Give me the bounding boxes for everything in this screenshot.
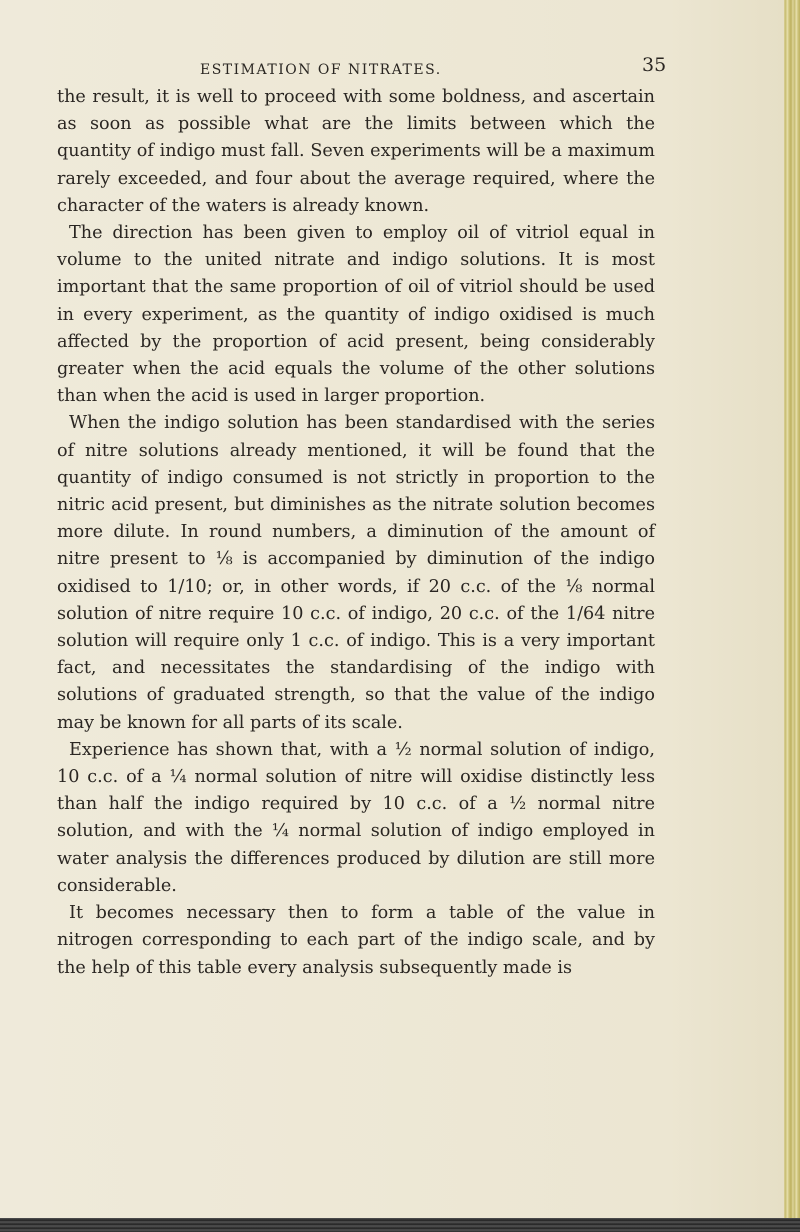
paragraph-2: The direction has been given to employ oil of vitriol equal in volume to the united nitrate and indigo solutions. It is most important that the same proportion of oil of vitriol should be used in every experiment, as the quantity of indigo oxidised is much affected by the proportion of acid present, being considerably greater when the acid equals the volume of the other solutions than when the acid is used in larger proportion. — [57, 223, 655, 407]
page-edge-right — [784, 0, 800, 1232]
paragraph-4: Experience has shown that, with a ½ normal solution of indigo, 10 c.c. of a ¼ normal solution of nitre will oxidise distinctly less than half the indigo required by 10 c.c. of a ½ normal nitre solution, and with the ¼ normal solution of indigo employed in water analysis the differences produced by dilution are still more considerable. — [57, 739, 655, 896]
paragraph-3: When the indigo solution has been standardised with the series of nitre solutions already mentioned, it will be found that the quantity of indigo consumed is not strictly in proportion to the nitric acid present, but diminishes as the nitrate solution becomes more dilute. In round numbers, a diminution of the amount of nitre present to ⅛ is accompanied by diminution of the indigo oxidised to 1/10; or, in other words, if 20 c.c. of the ⅛ normal solution of nitre require 10 c.c. of indigo, 20 c.c. of the 1/64 nitre solution will require only 1 c.c. of indigo. This is a very important fact, and necessitates the standardising of the indigo with solutions of graduated strength, so that the value of the indigo may be known for all parts of its scale. — [57, 413, 655, 733]
paragraph-1: the result, it is well to proceed with some boldness, and ascertain as soon as possible what are the limits between which the quantity of indigo must fall. Seven experiments will be a maximum rarely exceeded, and four about the average required, where the character of the waters is already known. — [57, 87, 655, 216]
page-number: 35 — [642, 54, 667, 76]
running-head-title: ESTIMATION OF NITRATES. — [200, 62, 442, 78]
body-text — [57, 84, 655, 982]
page-edge-bottom — [0, 1218, 800, 1232]
paragraph-5: It becomes necessary then to form a table of the value in nitrogen corresponding to each part of the indigo scale, and by the help of this table every analysis subsequently made is — [57, 903, 655, 978]
